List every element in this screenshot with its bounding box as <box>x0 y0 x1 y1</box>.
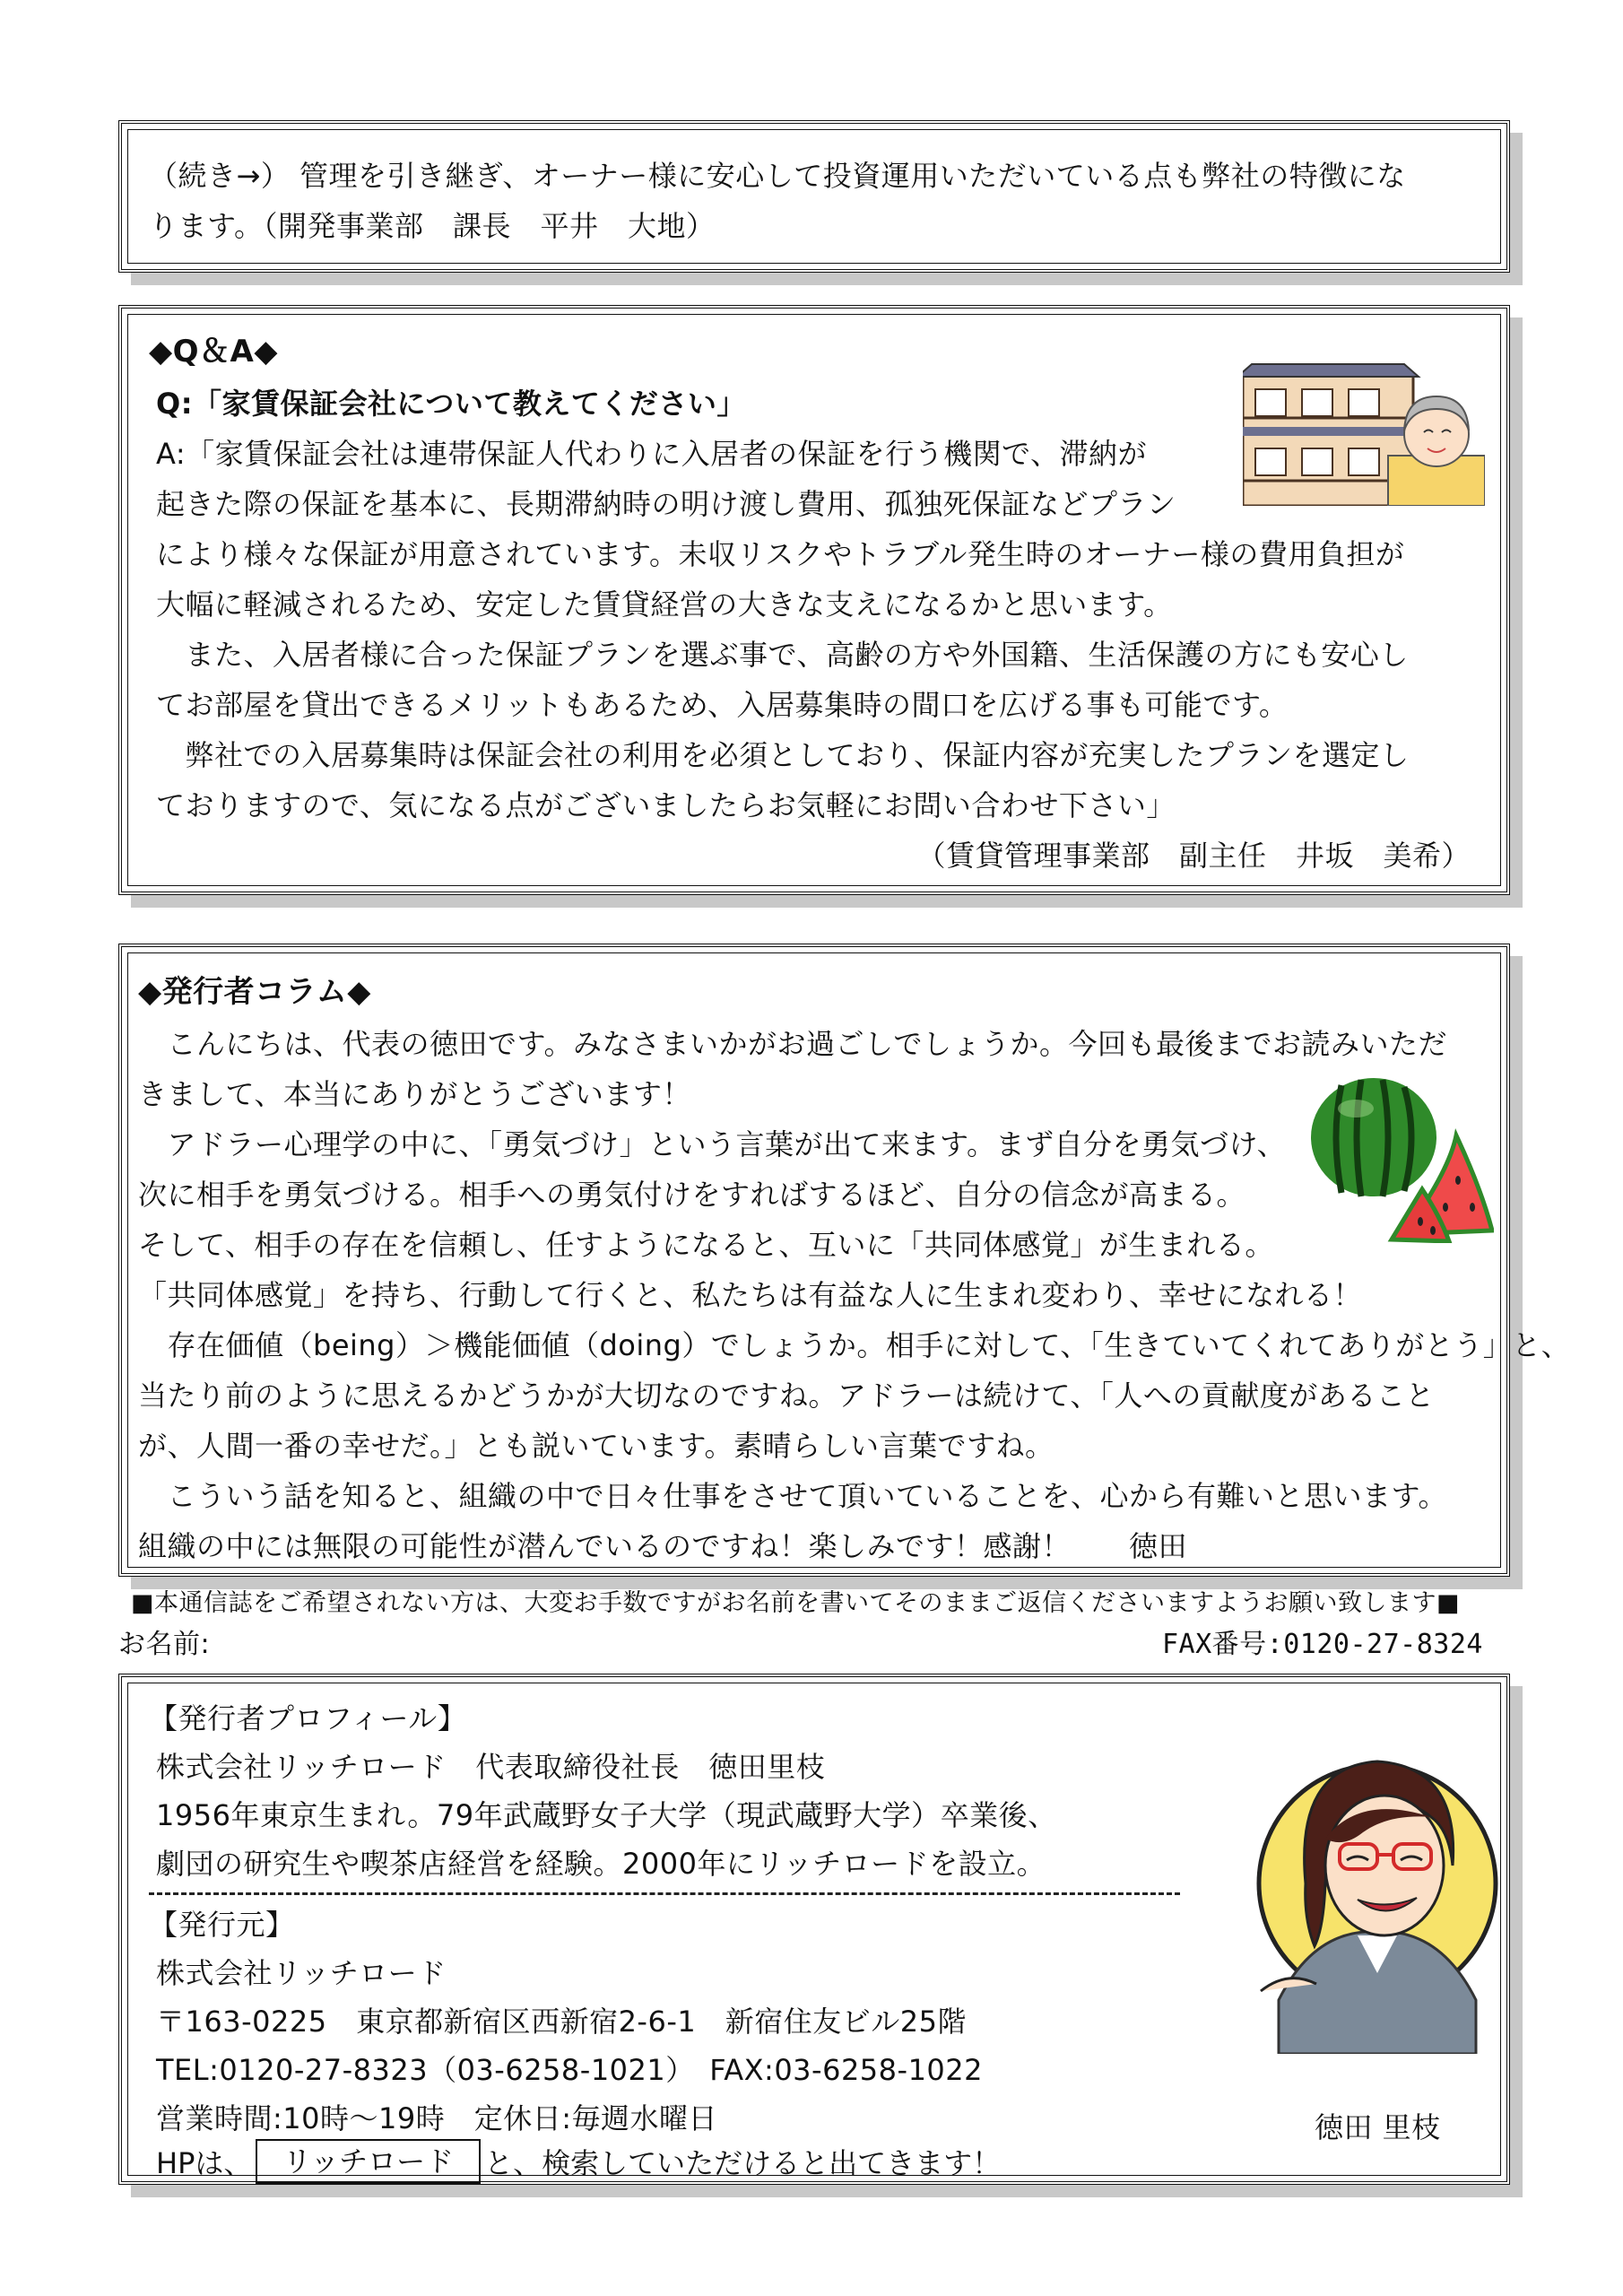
column-line: 存在価値（being）＞機能価値（doing）でしょうか。相手に対して、「生きていてくれてありがとう」と、 <box>138 1328 1571 1362</box>
publisher-line: TEL:0120-27-8323（03-6258-1021） FAX:03-6258-1022 <box>156 2053 984 2087</box>
unsubscribe-notice: ■本通信誌をご希望されない方は、大変お手数ですがお名前を書いてそのままご返信くださいますようお願い致します■ <box>131 1589 1461 1617</box>
section-divider <box>149 1892 1180 1895</box>
column-line: きまして、本当にありがとうございます！ <box>138 1077 691 1111</box>
qa-answer-line: 大幅に軽減されるため、安定した賃貸経営の大きな支えになるかと思います。 <box>156 587 1173 622</box>
column-line: こんにちは、代表の徳田です。みなさまいかがお過ごしでしょうか。今回も最後までお読みいただ <box>138 1027 1447 1061</box>
qa-box <box>118 305 1510 895</box>
column-line: こういう話を知ると、組織の中で日々仕事をさせて頂いていることを、心から有難いと思います。 <box>138 1479 1447 1513</box>
qa-answer-line: また、入居者様に合った保証プランを選ぶ事で、高齢の方や外国籍、生活保護の方にも安心し <box>156 638 1409 672</box>
column-line: が、人間一番の幸せだ。」とも説いています。素晴らしい言葉ですね。 <box>138 1429 1055 1463</box>
qa-answer-line: ておりますので、気になる点がございましたらお気軽にお問い合わせ下さい」 <box>156 788 1176 822</box>
profile-box <box>118 1674 1510 2185</box>
hp-suffix: と、検索していただけると出てきます！ <box>484 2146 1002 2180</box>
hp-prefix: HPは、 <box>156 2146 253 2180</box>
portrait-illustration <box>1252 1731 1503 2054</box>
apartment-illustration <box>1243 362 1485 506</box>
qa-signature: （賃貸管理事業部 副主任 井坂 美希） <box>916 839 1471 873</box>
qa-answer-line: により様々な保証が用意されています。未収リスクやトラブル発生時のオーナー様の費用負担が <box>156 537 1405 571</box>
watermelon-illustration <box>1306 1073 1494 1243</box>
continuation-line-1: （続き→） 管理を引き継ぎ、オーナー様に安心して投資運用いただいている点も弊社の特徴にな <box>149 159 1406 193</box>
column-line: そして、相手の存在を信頼し、任すようになると、互いに「共同体感覚」が生まれる。 <box>138 1228 1274 1262</box>
qa-answer-line: A:「家賃保証会社は連帯保証人代わりに入居者の保証を行う機関で、滞納が <box>156 437 1147 471</box>
column-box <box>118 944 1571 1577</box>
column-line: 組織の中には無限の可能性が潜んでいるのですね！楽しみです！感謝！ 徳田 <box>138 1529 1188 1563</box>
profile-line: 株式会社リッチロード 代表取締役社長 徳田里枝 <box>156 1750 826 1784</box>
column-line: 次に相手を勇気づける。相手への勇気付けをすればするほど、自分の信念が高まる。 <box>138 1178 1246 1212</box>
continuation-line-2: ります。（開発事業部 課長 平井 大地） <box>149 209 716 243</box>
qa-answer-line: 起きた際の保証を基本に、長期滞納時の明け渡し費用、孤独死保証などプラン <box>156 487 1176 521</box>
qa-answer-line: てお部屋を貸出できるメリットもあるため、入居募集時の間口を広げる事も可能です。 <box>156 688 1289 722</box>
hp-search-box[interactable]: リッチロード <box>256 2139 481 2184</box>
publisher-line: 〒163-0225 東京都新宿区西新宿2-6-1 新宿住友ビル25階 <box>156 2005 967 2039</box>
profile-line: 劇団の研究生や喫茶店経営を経験。2000年にリッチロードを設立。 <box>156 1847 1046 1881</box>
hp-search-row <box>156 2136 1001 2187</box>
qa-answer-line: 弊社での入居募集時は保証会社の利用を必須としており、保証内容が充実したプランを選定し <box>156 738 1410 772</box>
profile-line: 1956年東京生まれ。79年武蔵野女子大学（現武蔵野大学）卒業後、 <box>156 1798 1057 1832</box>
profile-heading: 【発行者プロフィール】 <box>149 1701 467 1735</box>
column-line: 「共同体感覚」を持ち、行動して行くと、私たちは有益な人に生まれ変わり、幸せになれる！ <box>138 1278 1363 1312</box>
name-field-label[interactable]: お名前: <box>118 1629 211 1660</box>
publisher-heading: 【発行元】 <box>149 1908 295 1942</box>
qa-question: Q:「家賃保証会社について教えてください」 <box>156 387 746 421</box>
qa-heading: ◆Q＆A◆ <box>149 334 279 370</box>
publisher-line: 営業時間:10時〜19時 定休日:毎週水曜日 <box>156 2101 718 2135</box>
column-line: 当たり前のように思えるかどうかが大切なのですね。アドラーは続けて、「人への貢献度があること <box>138 1378 1435 1413</box>
column-heading: ◆発行者コラム◆ <box>138 974 371 1010</box>
publisher-line: 株式会社リッチロード <box>156 1956 447 1990</box>
column-line: アドラー心理学の中に、「勇気づけ」という言葉が出て来ます。まず自分を勇気づけ、 <box>138 1127 1287 1161</box>
fax-number: FAX番号:0120-27-8324 <box>1162 1629 1483 1660</box>
continuation-box <box>118 120 1510 273</box>
portrait-name: 徳田 里枝 <box>1315 2110 1441 2144</box>
